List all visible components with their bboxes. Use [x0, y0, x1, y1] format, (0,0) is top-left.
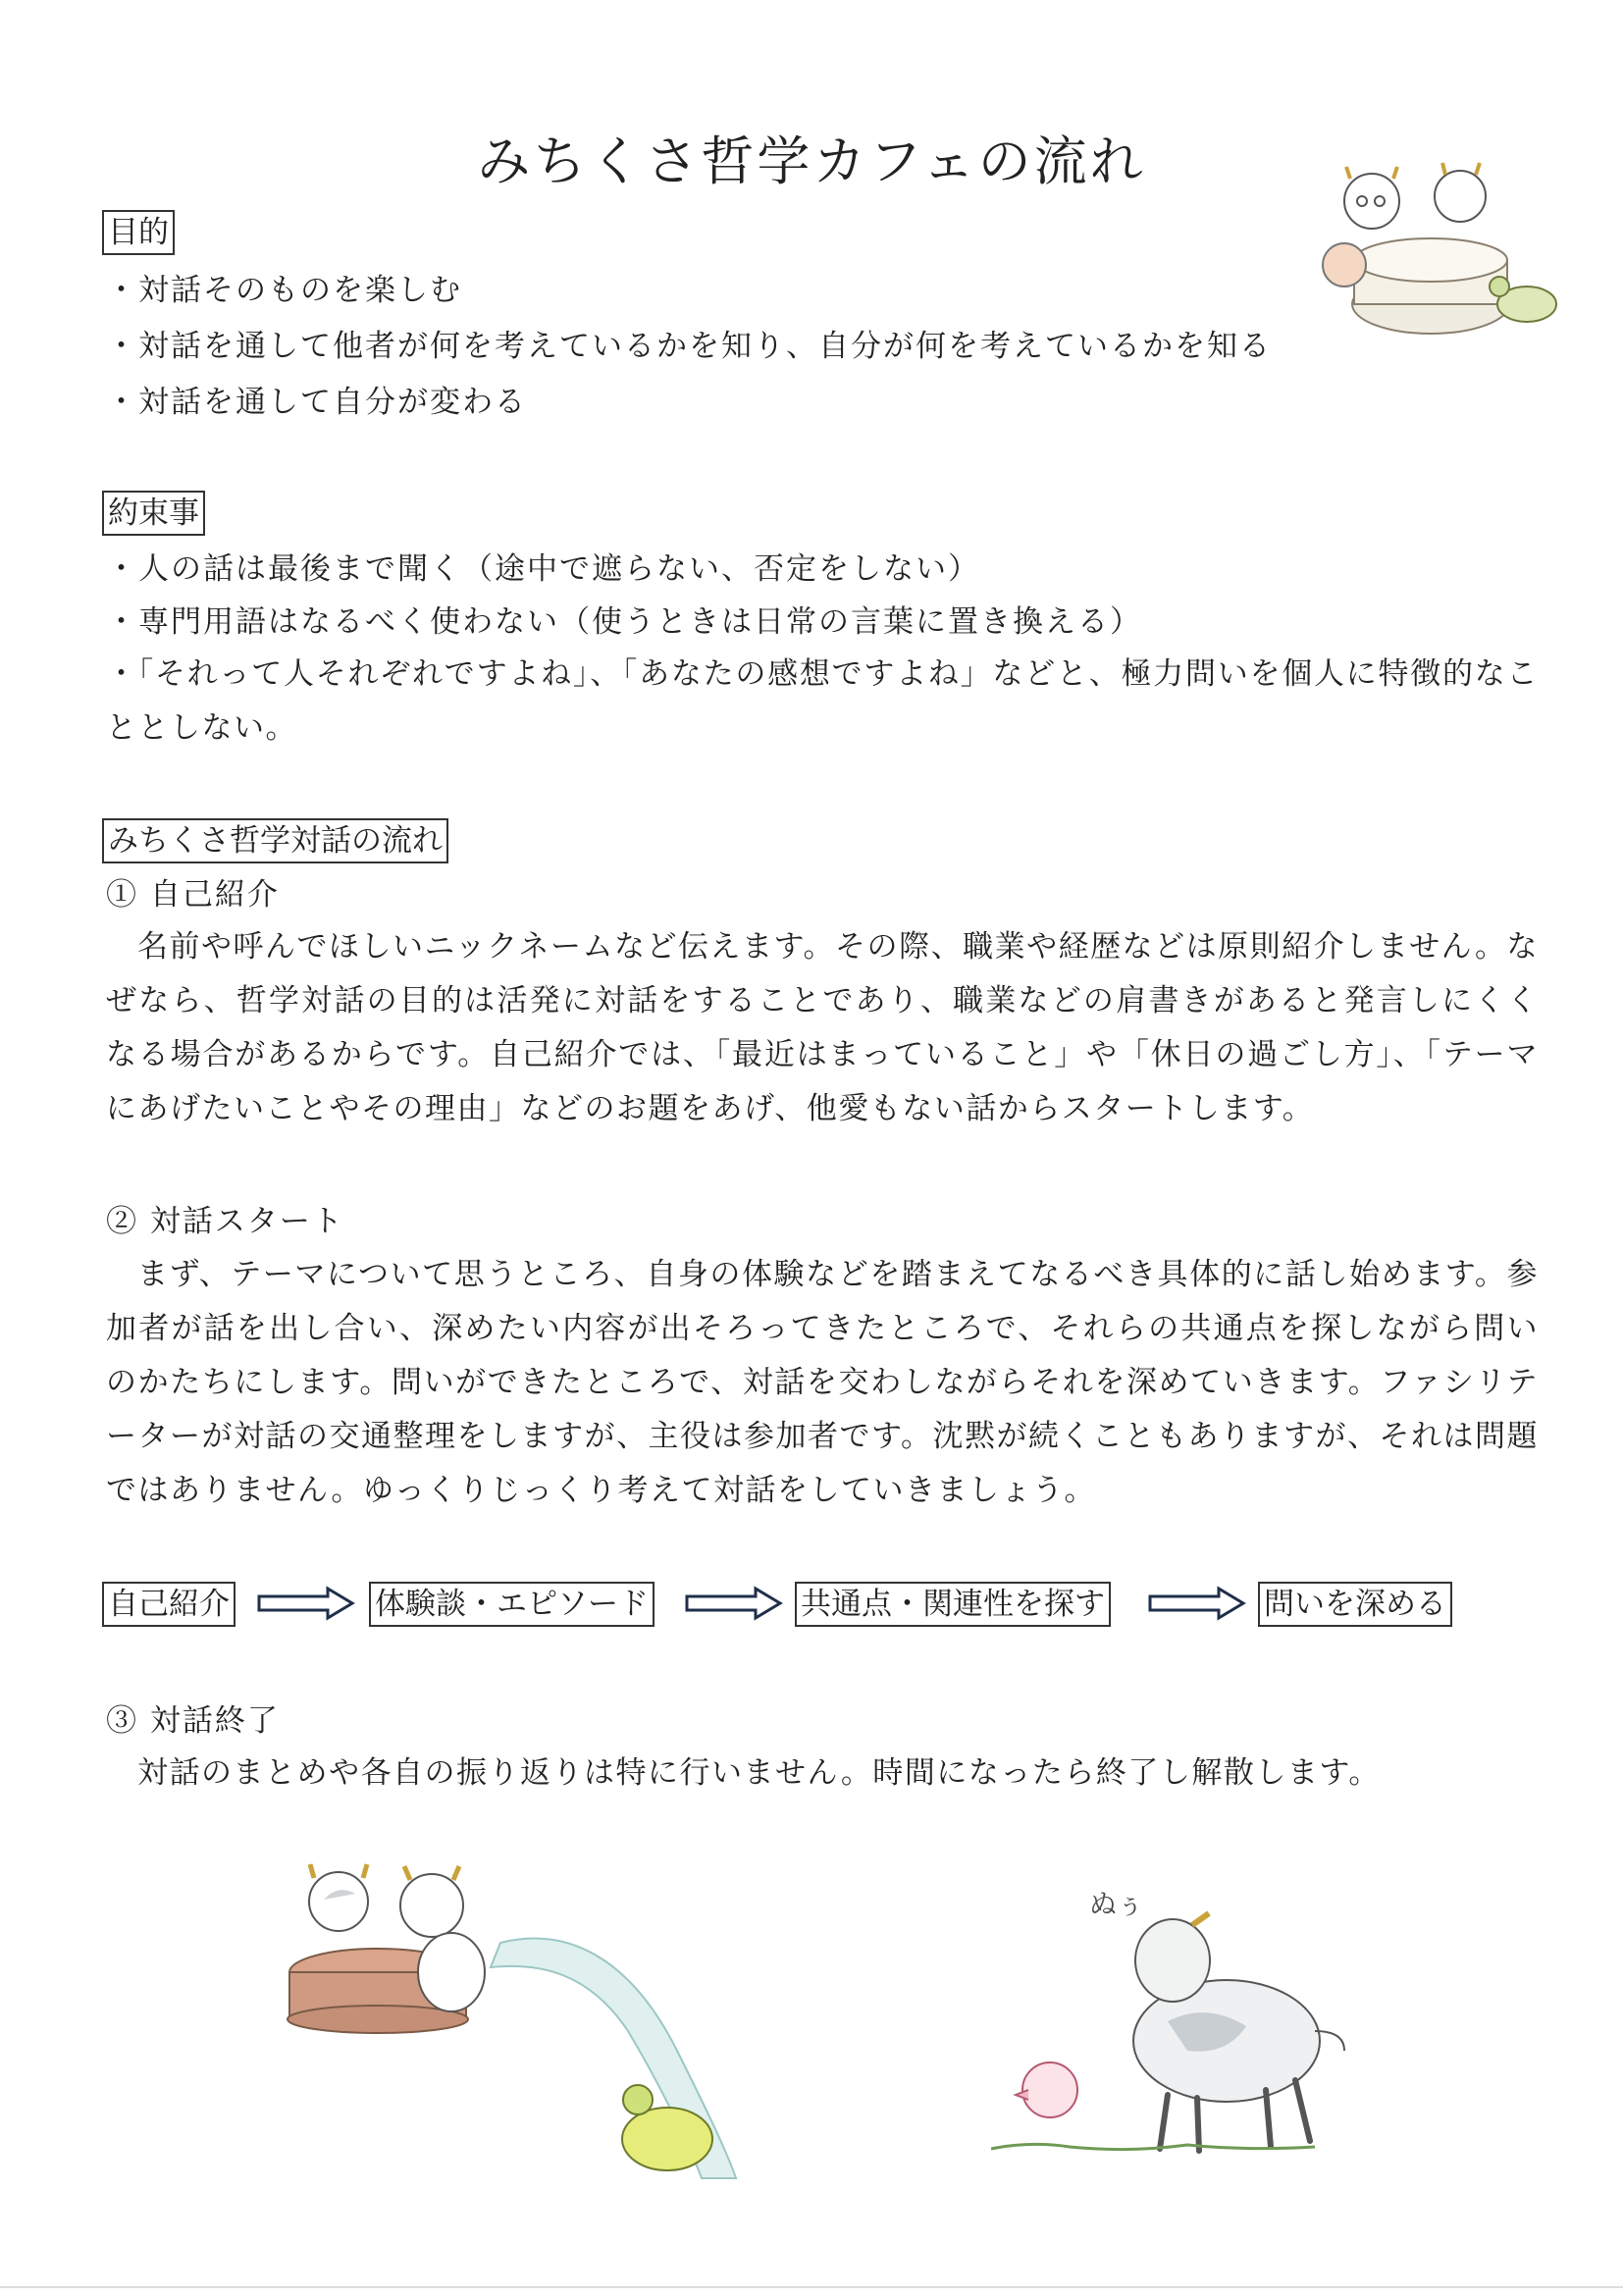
flow-box-common-points: 共通点・関連性を探す	[795, 1582, 1111, 1627]
rule-item: ・「それって人それぞれですよね」、「あなたの感想ですよね」などと、極力問いを個人に特徴的なこととしない。	[106, 656, 1539, 746]
purpose-item: ・対話そのものを楽しむ	[106, 273, 462, 308]
page-divider	[0, 2286, 1623, 2288]
rule-item: ・専門用語はなるべく使わない（使うときは日常の言葉に置き換える）	[106, 604, 1142, 640]
illustration-cow-and-bird	[991, 1884, 1393, 2178]
flow-box-self-introduction: 自己紹介	[102, 1582, 236, 1627]
illustration-animals-at-table	[1303, 157, 1578, 353]
section-heading-purpose: 目的	[102, 210, 175, 255]
page-title: みちくさ哲学カフェの流れ	[477, 130, 1146, 192]
step-body-dialogue-start: まず、テーマについて思うところ、自身の体験などを踏まえてなるべき具体的に話し始めます。参加者が話を出し合い、深めたい内容が出そろってきたところで、それらの共通点を探しながら問いのかたちにします。問いができたところで、対話を交わしながらそれを深めていきます。ファシリテーターが対話の交通整理をしますが、主役は参加者です。沈黙が続くこともありますが、それは問題ではありません。ゆっくりじっくり考えて対話をしていきましょう。	[106, 1257, 1540, 1508]
right-arrow-icon	[257, 1586, 355, 1621]
step-body-self-introduction: 名前や呼んでほしいニックネームなど伝えます。その際、職業や経歴などは原則紹介しません。なぜなら、哲学対話の目的は活発に対話をすることであり、職業などの肩書きがあると発言しにくくなる場合があるからです。自己紹介では、「最近はまっていること」や「休日の過ごし方」、「テーマにあげたいことやその理由」などのお題をあげ、他愛もない話からスタートします。	[106, 929, 1539, 1126]
step-title-dialogue-end: ③ 対話終了	[106, 1703, 280, 1739]
right-arrow-icon	[685, 1586, 783, 1621]
rule-item: ・人の話は最後まで聞く（途中で遮らない、否定をしない）	[106, 551, 980, 587]
right-arrow-icon	[1148, 1586, 1246, 1621]
section-heading-flow: みちくさ哲学対話の流れ	[102, 818, 448, 863]
bird-caption: ぬぅ	[1089, 1888, 1145, 1920]
step-body-dialogue-end: 対話のまとめや各自の振り返りは特に行いません。時間になったら終了し解散します。	[137, 1755, 1381, 1791]
illustration-animals-stump-turtle	[265, 1854, 756, 2188]
step-title-self-introduction: ① 自己紹介	[106, 877, 280, 913]
purpose-item: ・対話を通して他者が何を考えているかを知り、自分が何を考えているかを知る	[106, 329, 1272, 364]
section-heading-rules: 約束事	[102, 491, 205, 536]
step-title-dialogue-start: ② 対話スタート	[106, 1204, 344, 1239]
flow-box-experience: 体験談・エピソード	[369, 1582, 654, 1627]
purpose-item: ・対話を通して自分が変わる	[106, 385, 527, 420]
flow-box-deepen-question: 問いを深める	[1258, 1582, 1452, 1627]
